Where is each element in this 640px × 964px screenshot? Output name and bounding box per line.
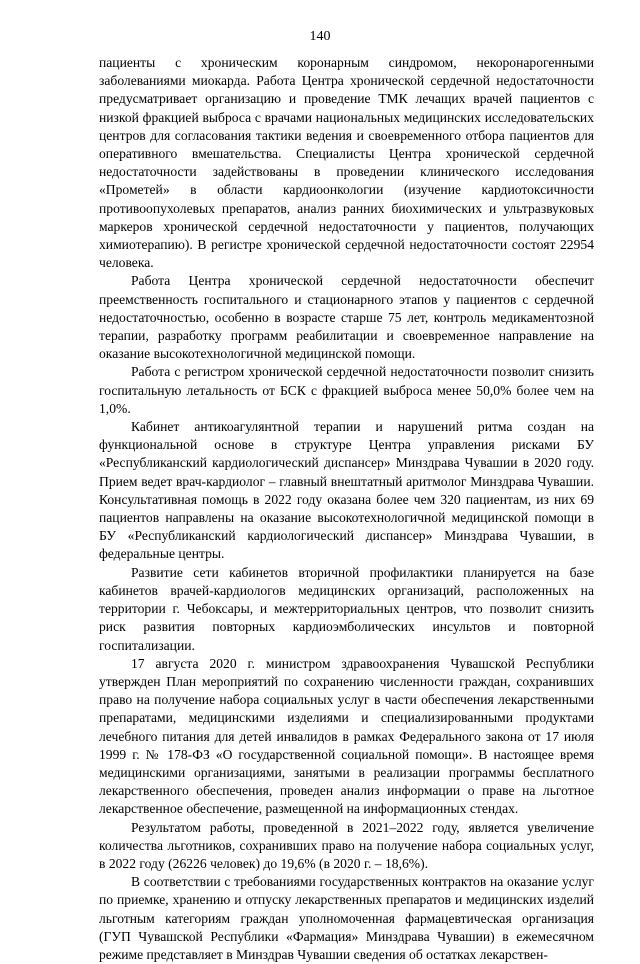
document-body	[99, 54, 594, 964]
paragraph: 17 августа 2020 г. министром здравоохранения Чувашской Республики утвержден План мероприятий по сохранению численности граждан, сохранивших право на получение набора социальных услуг в части обеспечения лекарственными препаратами, медицинскими изделиями и специализированными продуктами лечебного питания для детей инвалидов в рамках Федерального закона от 17 июля 1999 г. № 178-ФЗ «О государственной социальной помощи». В настоящее время медицинскими организациями, занятыми в реализации программы бесплатного лекарственного обеспечения, проведен анализ информации о праве на льготное лекарственное обеспечение, размещенной на информационных стендах.	[99, 655, 594, 817]
page-number: 140	[309, 29, 331, 44]
paragraph: Результатом работы, проведенной в 2021–2022 году, является увеличение количества льготников, сохранивших право на получение набора социальных услуг, в 2022 году (26226 человек) до 19,6% (в 2020 г. – 18,6%).	[99, 819, 594, 871]
paragraph: Работа с регистром хронической сердечной недостаточности позволит снизить госпитальную летальность от БСК с фракцией выброса менее 50,0% более чем на 1,0%.	[99, 364, 594, 416]
paragraph: Работа Центра хронической сердечной недостаточности обеспечит преемственность госпитального и стационарного этапов у пациентов с сердечной недостаточностью, особенно в возрасте старше 75 лет, контроль медикаментозной терапии, разработку программ реабилитации и своевременное направление на оказание высокотехнологичной медицинской помощи.	[99, 273, 594, 362]
paragraph: Кабинет антикоагулянтной терапии и нарушений ритма создан на функциональной основе в структуре Центра управления рисками БУ «Республиканский кардиологический диспансер» Минздрава Чувашии в 2020 году. Прием ведет врач-кардиолог – главный внештатный аритмолог Минздрава Чувашии. Консультативная помощь в 2022 году оказана более чем 320 пациентам, из них 69 пациентов направлены на оказание высокотехнологичной медицинской помощи в БУ «Республиканский кардиологический диспансер» Минздрава Чувашии, в федеральные центры.	[99, 419, 594, 562]
paragraph: В соответствии с требованиями государственных контрактов на оказание услуг по приемке, хранению и отпуску лекарственных препаратов и медицинских изделий льготным категориям граждан уполномоченная фармацевтическая организация (ГУП Чувашской Республики «Фармация» Минздрава Чувашии) в ежемесячном режиме представляет в Минздрав Чувашии сведения об остатках лекарствен-	[99, 874, 594, 962]
paragraph: Развитие сети кабинетов вторичной профилактики планируется на базе кабинетов врачей-кардиологов медицинских организаций, расположенных на территории г. Чебоксары, и межтерриториальных центров, что позволит снизить риск развития повторных кардиоэмболических инсультов и повторной госпитализации.	[99, 564, 594, 653]
paragraph-continuation: пациенты с хроническим коронарным синдромом, некоронарогенными заболеваниями миокарда. Работа Центра хронической сердечной недостаточности предусматривает организацию и проведение ТМК лечащих врачей пациентов с низкой фракцией выброса с врачами национальных медицинских исследовательских центров для согласования тактики ведения и своевременного отбора пациентов для оперативного вмешательства. Специалисты Центра хронической сердечной недостаточности задействованы в проведении клинического исследования «Прометей» в области кардиоонкологии (изучение кардиотоксичности противоопухолевых препаратов, анализ ранних биохимических и ультразвуковых маркеров хронической сердечной недостаточности у пациентов, получающих химиотерапию). В регистре хронической сердечной недостаточности состоят 22954 человека.	[99, 55, 594, 271]
